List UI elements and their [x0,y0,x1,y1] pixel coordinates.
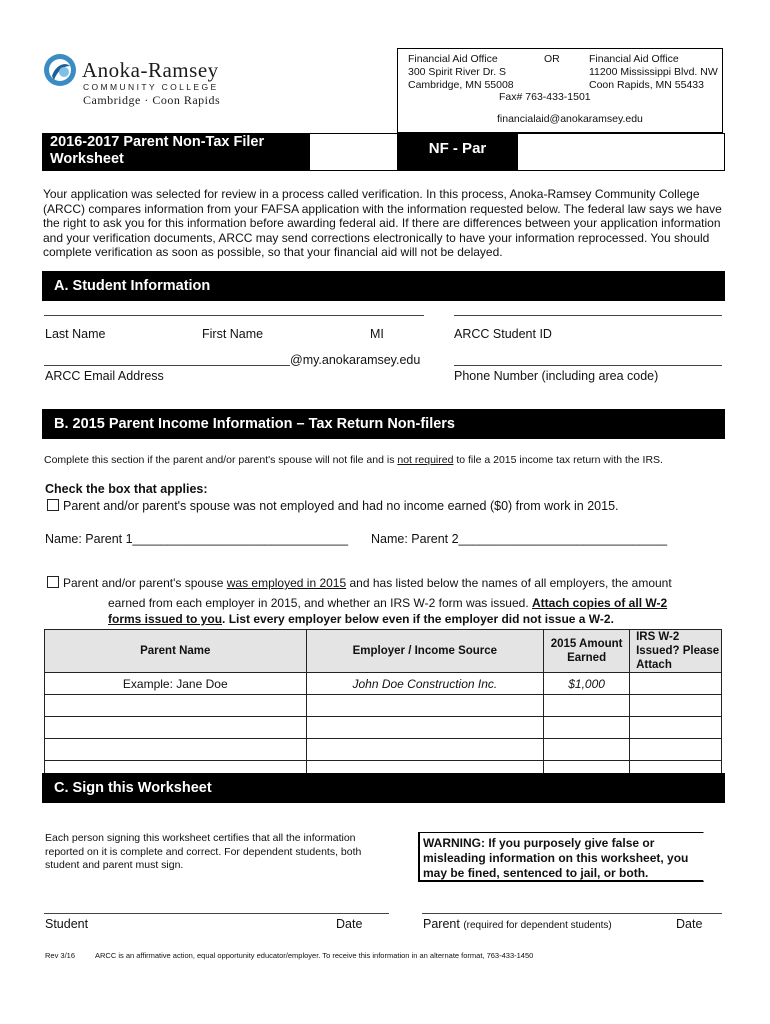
example-amount: $1,000 [544,673,630,695]
instr-pre: Complete this section if the parent and/or parent's spouse will not file and is [44,454,398,466]
college-logo [42,52,242,106]
employed-checkbox[interactable] [47,576,59,588]
instr-underlined: not required [397,454,454,466]
contact-right [589,53,718,92]
first-name-label: First Name [202,327,264,341]
section-b-header: B. 2015 Parent Income Information – Tax Return Non-filers [42,409,725,439]
contact-left [408,53,514,92]
email-line[interactable] [44,365,290,366]
employer-table [44,629,722,783]
parent-label: Parent [423,917,460,931]
contact-right-line: Financial Aid Office [589,53,679,65]
parent-date-label: Date [676,917,703,931]
contact-right-line: Coon Rapids, MN 55433 [589,79,704,91]
option-employed [47,576,672,590]
contact-fax: Fax# 763-433-1501 [499,91,591,103]
section-a-header: A. Student Information [42,271,725,301]
parent1-name-field[interactable]: Name: Parent 1_______________________________ [45,532,349,546]
check-heading: Check the box that applies: [45,482,208,496]
example-w2 [630,673,722,695]
last-name-label: Last Name [45,327,106,341]
name-line[interactable] [44,315,424,316]
col-amount: 2015 Amount Earned [544,630,630,673]
contact-left-line: Cambridge, MN 55008 [408,79,514,91]
instr-post: to file a 2015 income tax return with the IRS. [453,454,663,466]
certify-text: Each person signing this worksheet certifies that all the information reported on it is complete and correct. For dependent students, both student and parent must sign. [45,832,362,871]
email-suffix: @my.anokaramsey.edu [290,353,421,367]
section-c-header: C. Sign this Worksheet [42,773,725,803]
col-employer: Employer / Income Source [306,630,544,673]
option-employed-line2-text: earned from each employer in 2015, and whether an IRS W-2 form was issued. [108,596,532,610]
parent-signature-label [423,917,612,931]
warning-text: WARNING: If you purposely give false or misleading information on this worksheet, you may be fined, sentenced to jail, or both. [423,836,689,880]
option-employed-post: and has listed below the names of all employers, the amount [346,576,672,590]
example-parent [45,673,307,695]
email-label: ARCC Email Address [45,369,164,383]
form-code-text: NF - Par [428,140,487,157]
student-date-label: Date [336,917,363,931]
college-logo-icon [42,52,78,88]
logo-name: Anoka-Ramsey [82,58,219,82]
table-row[interactable] [45,717,722,739]
option-employed-pre: Parent and/or parent's spouse [63,576,227,590]
option-employed-underlined: was employed in 2015 [226,576,347,590]
example-employer: John Doe Construction Inc. [306,673,544,695]
parent-signature-line[interactable] [422,913,722,914]
contact-left-line: Financial Aid Office [408,53,498,65]
student-id-line[interactable] [454,315,722,316]
no-income-checkbox[interactable] [47,499,59,511]
option-employed-line3 [108,612,614,626]
parent-note: (required for dependent students) [463,920,612,931]
phone-line[interactable] [454,365,722,366]
table-row[interactable] [45,739,722,761]
intro-paragraph: Your application was selected for review in a process called verification. In this process, Anoka-Ramsey Community College (ARCC) compares information from your FAFSA application with the information requested below. The federal law says we have the right to ask you for this information before awarding federal aid. If there are differences between your application information and your verification documents, ARCC may send corrections electronically to have your information reprocessed. You should complete verification as soon as possible, so that your financial aid will not be delayed. [43,187,722,259]
contact-right-line: 11200 Mississippi Blvd. NW [589,66,718,78]
footer-notice: ARCC is an affirmative action, equal opportunity educator/employer. To receive this information in an alternate format, 763-433-1450 [95,951,534,960]
student-signature-line[interactable] [44,913,389,914]
logo-campuses: Cambridge · Coon Rapids [83,93,221,107]
student-label: Student [45,917,89,931]
table-header-row [45,630,722,673]
contact-email: financialaid@anokaramsey.edu [497,113,643,125]
mi-label: MI [370,327,384,341]
worksheet-title [42,133,310,171]
attach-w2-instruction: Attach copies of all W-2 [532,596,668,610]
table-row [45,673,722,695]
col-parent-name: Parent Name [45,630,307,673]
option-no-income-text: Parent and/or parent's spouse was not employed and had no income earned ($0) from work in 2015. [63,499,619,513]
col-w2: IRS W-2 Issued? Please Attach [630,630,722,673]
option-employed-line3-text: . List every employer below even if the employer did not issue a W-2. [222,612,614,626]
table-row[interactable] [45,695,722,717]
worksheet-title-line1: 2016-2017 Parent Non-Tax Filer [50,134,265,150]
example-parent-text: Example: Jane Doe [122,676,228,691]
worksheet-title-line2: Worksheet [50,151,124,167]
parent2-name-field[interactable]: Name: Parent 2______________________________ [371,532,668,546]
phone-label: Phone Number (including area code) [454,369,659,383]
option-employed-line2 [108,596,667,610]
contact-or: OR [544,53,560,65]
contact-left-line: 300 Spirit River Dr. S [408,66,507,78]
option-no-income [47,499,619,513]
form-code [397,133,518,171]
forms-issued-underlined: forms issued to you [108,612,223,626]
logo-subtitle: COMMUNITY COLLEGE [83,82,219,92]
revision-label: Rev 3/16 [45,951,76,960]
warning-box [418,832,704,882]
section-b-instructions [44,454,663,466]
student-id-label: ARCC Student ID [454,327,552,341]
